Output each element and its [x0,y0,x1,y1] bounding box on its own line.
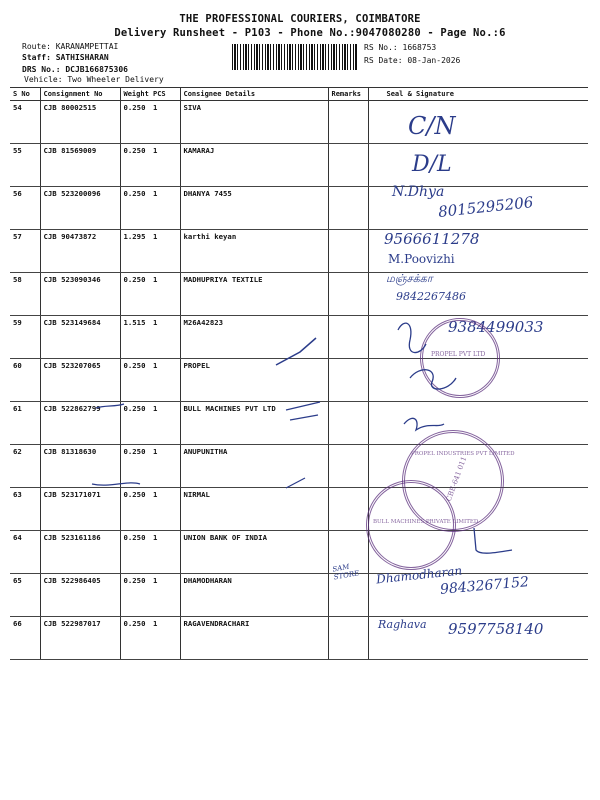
cell-remarks [328,187,368,230]
handwritten-name-58: மஞ்சக்கா [386,272,433,285]
cell-consignment-no: CJB 90473872 [40,230,120,273]
cell-sno: 55 [10,144,40,187]
cell-consignment-no: CJB 523207065 [40,359,120,402]
cell-pcs: 1 [150,617,180,660]
cell-consignment-no: CJB 522862799 [40,402,120,445]
cell-sno: 65 [10,574,40,617]
col-header-remarks: Remarks [328,88,368,101]
handwritten-remark-65: SAM STORE [331,562,360,582]
cell-pcs: 1 [150,402,180,445]
route-label: Route: KARANAMPETTAI [22,42,119,51]
cell-pcs: 1 [150,101,180,144]
cell-consignment-no: CJB 522987017 [40,617,120,660]
table-header-row [10,88,588,101]
cell-consignment-no: CJB 523200096 [40,187,120,230]
cell-consignee: BULL MACHINES PVT LTD [180,402,328,445]
cell-sno: 56 [10,187,40,230]
cell-weight: 0.250 [120,359,150,402]
cell-sno: 57 [10,230,40,273]
drs-number: DRS No.: DCJB166875306 [22,65,128,74]
cell-remarks [328,402,368,445]
cell-consignment-no: CJB 81318630 [40,445,120,488]
runsheet-subtitle: Delivery Runsheet - P103 - Phone No.:9047080280 - Page No.:6 [114,27,506,39]
cell-remarks [328,144,368,187]
table-row [10,144,588,187]
handwritten-dl: D/L [412,152,452,177]
barcode-image [232,44,358,70]
cell-weight: 0.250 [120,488,150,531]
handwritten-signature-56: N.Dhya [392,184,445,200]
cell-weight: 0.250 [120,402,150,445]
col-header-consignee: Consignee Details [180,88,328,101]
cell-pcs: 1 [150,359,180,402]
company-stamp-bull-machines: BULL MACHINES PRIVATE LIMITED [366,480,456,570]
cell-sno: 58 [10,273,40,316]
company-stamp-propel: PROPEL PVT LTD [420,318,500,398]
table-row [10,273,588,316]
cell-signature [368,101,588,144]
cell-consignee: DHAMODHARAN [180,574,328,617]
col-header-sno: S No [10,88,40,101]
cell-remarks [328,359,368,402]
cell-consignee: ANUPUNITHA [180,445,328,488]
cell-remarks [328,316,368,359]
cell-weight: 0.250 [120,617,150,660]
rs-number: RS No.: 1668753 [364,43,437,52]
col-header-consignment: Consignment No [40,88,120,101]
table-row [10,101,588,144]
cell-pcs: 1 [150,273,180,316]
cell-sno: 66 [10,617,40,660]
col-header-pcs: PCS [150,88,180,101]
cell-consignee: KAMARAJ [180,144,328,187]
cell-pcs: 1 [150,316,180,359]
cell-pcs: 1 [150,445,180,488]
cell-remarks [328,230,368,273]
page-title: THE PROFESSIONAL COURIERS, COIMBATORE [179,13,421,25]
cell-consignee: RAGAVENDRACHARI [180,617,328,660]
cell-pcs: 1 [150,230,180,273]
cell-sno: 61 [10,402,40,445]
col-header-signature: Seal & Signature [368,88,588,101]
handwritten-phone-59: 9384499033 [448,318,544,336]
cell-sno: 54 [10,101,40,144]
handwritten-phone-58: 9842267486 [396,290,466,303]
cell-consignee: DHANYA 7455 [180,187,328,230]
cell-weight: 1.515 [120,316,150,359]
cell-consignee: M26A42823 [180,316,328,359]
cell-weight: 0.250 [120,574,150,617]
handwritten-phone-57: 9566611278 [384,230,480,248]
handwritten-cn: C/N [408,112,456,140]
handwritten-name-57: M.Poovizhi [388,252,455,266]
cell-remarks [328,488,368,531]
cell-pcs: 1 [150,574,180,617]
cell-pcs: 1 [150,144,180,187]
cell-pcs: 1 [150,488,180,531]
cell-consignee: UNION BANK OF INDIA [180,531,328,574]
rs-date: RS Date: 08-Jan-2026 [364,56,461,65]
vehicle-label: Vehicle: Two Wheeler Delivery [24,75,164,84]
handwritten-signature-65: Dhamodharan [375,563,463,587]
cell-remarks [328,273,368,316]
cell-consignment-no: CJB 523090346 [40,273,120,316]
cell-weight: 0.250 [120,144,150,187]
cell-remarks [328,445,368,488]
cell-consignment-no: CJB 81569009 [40,144,120,187]
cell-sno: 62 [10,445,40,488]
staff-label: Staff: SATHISHARAN [22,53,109,62]
cell-weight: 1.295 [120,230,150,273]
cell-signature [368,144,588,187]
cell-weight: 0.250 [120,273,150,316]
cell-weight: 0.250 [120,187,150,230]
cell-sno: 59 [10,316,40,359]
cell-consignment-no: CJB 80002515 [40,101,120,144]
table-row [10,531,588,574]
cell-sno: 63 [10,488,40,531]
cell-consignment-no: CJB 523149684 [40,316,120,359]
cell-weight: 0.250 [120,445,150,488]
cell-pcs: 1 [150,531,180,574]
col-header-weight: Weight [120,88,150,101]
cell-consignee: SIVA [180,101,328,144]
table-row [10,230,588,273]
cell-weight: 0.250 [120,531,150,574]
cell-consignee: karthi keyan [180,230,328,273]
handwritten-signature-66: Raghava [378,618,427,631]
cell-remarks [328,101,368,144]
cell-consignment-no: CJB 523171071 [40,488,120,531]
runsheet-table [10,87,588,660]
cell-remarks [328,617,368,660]
cell-sno: 64 [10,531,40,574]
cell-consignment-no: CJB 522986405 [40,574,120,617]
company-stamp-propel-industries: PROPEL INDUSTRIES PVT LIMITED CBE-641 011 [402,430,504,532]
cell-consignee: PROPEL [180,359,328,402]
cell-consignee: NIRMAL [180,488,328,531]
cell-weight: 0.250 [120,101,150,144]
table-row [10,359,588,402]
cell-consignee: MADHUPRIYA TEXTILE [180,273,328,316]
table-row [10,402,588,445]
cell-pcs: 1 [150,187,180,230]
handwritten-phone-56: 8015295206 [437,193,535,221]
handwritten-phone-66: 9597758140 [448,620,544,638]
cell-sno: 60 [10,359,40,402]
cell-consignment-no: CJB 523161186 [40,531,120,574]
handwritten-phone-65: 9843267152 [439,574,530,598]
